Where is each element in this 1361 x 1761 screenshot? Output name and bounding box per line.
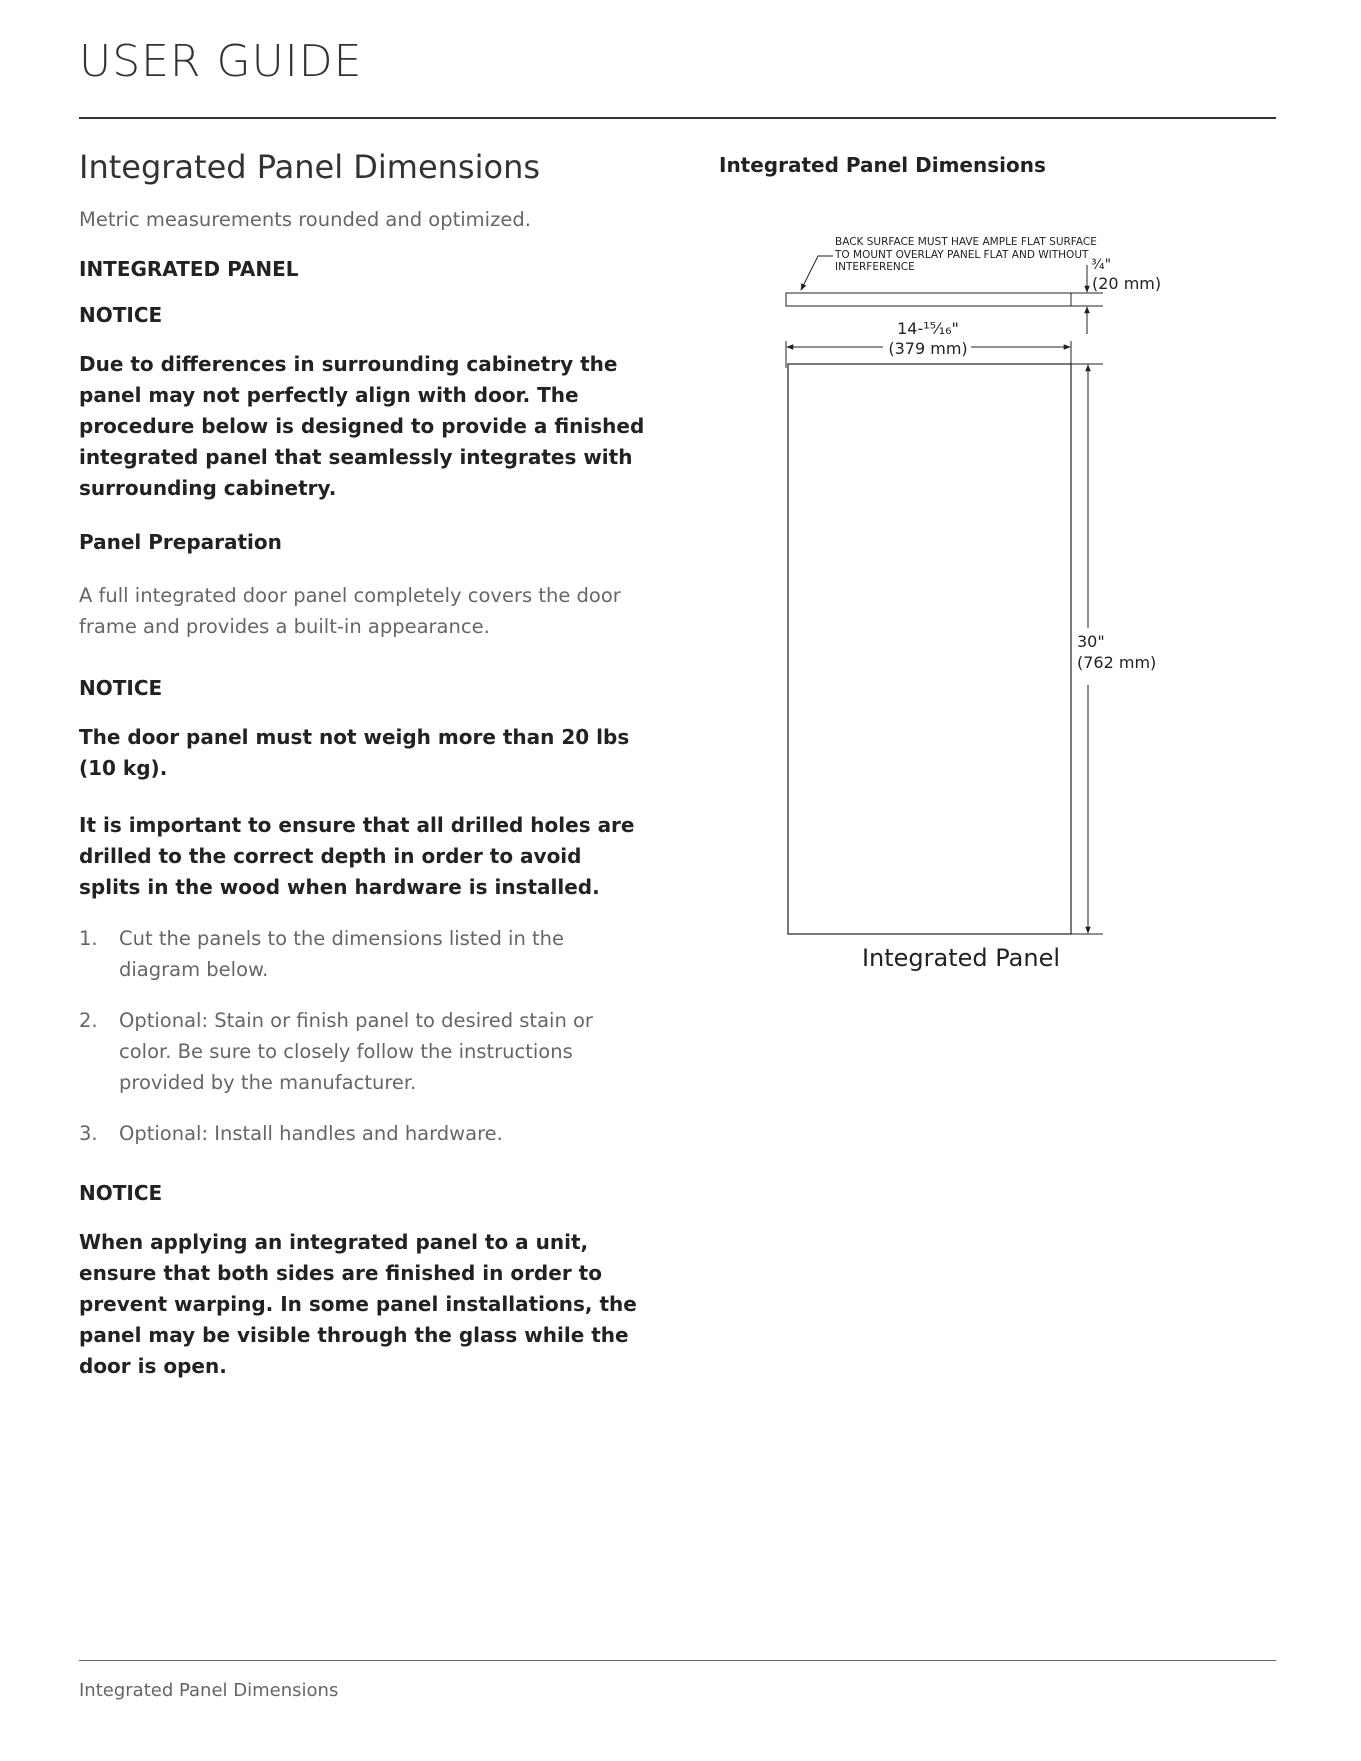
diagram-heading: Integrated Panel Dimensions bbox=[719, 153, 1046, 177]
height-mm-label: (762 mm) bbox=[1077, 653, 1157, 672]
step-text: Cut the panels to the dimensions listed in the diagram below. bbox=[119, 927, 565, 981]
thickness-mm-label: (20 mm) bbox=[1092, 274, 1162, 293]
note-leader-line bbox=[801, 256, 833, 290]
mounting-note-line-2: TO MOUNT OVERLAY PANEL FLAT AND WITHOUT bbox=[835, 249, 1089, 261]
weight-notice-text: The door panel must not weigh more than 20 lbs (10 kg). bbox=[79, 725, 630, 780]
width-mm-label: (379 mm) bbox=[888, 339, 968, 358]
notice-text: Due to differences in surrounding cabinetry the panel may not perfectly align with door. The procedure below is designed to provide a finished integrated panel that seamlessly integrates with surrounding cabinetry. bbox=[79, 352, 645, 500]
step-number: 2. bbox=[79, 1009, 98, 1032]
notice-label: NOTICE bbox=[79, 1181, 163, 1205]
prep-heading: Panel Preparation bbox=[79, 530, 282, 554]
step-text: Optional: Install handles and hardware. bbox=[119, 1122, 503, 1145]
subtitle: Metric measurements rounded and optimized. bbox=[79, 208, 531, 231]
diagram-caption: Integrated Panel bbox=[861, 944, 1061, 972]
page-title: Integrated Panel Dimensions bbox=[79, 148, 541, 186]
prep-text: A full integrated door panel completely covers the door frame and provides a built-in appearance. bbox=[79, 584, 621, 638]
width-inches-label: 14-¹⁵⁄₁₆" bbox=[897, 319, 959, 338]
warping-notice-text: When applying an integrated panel to a unit, ensure that both sides are finished in order to prevent warping. In some panel installations, the panel may be visible through the glass while the door is open. bbox=[79, 1230, 637, 1378]
mounting-note-line-3: INTERFERENCE bbox=[835, 261, 915, 273]
step-number: 1. bbox=[79, 927, 98, 950]
page-header-title: USER GUIDE bbox=[79, 36, 363, 87]
height-inches-label: 30" bbox=[1077, 632, 1105, 651]
drilling-notice-text: It is important to ensure that all drilled holes are drilled to the correct depth in order to avoid splits in the wood when hardware is installed. bbox=[79, 813, 635, 899]
panel-thickness-outline bbox=[786, 293, 1071, 306]
thickness-inches-label: ³⁄₄" bbox=[1091, 257, 1112, 273]
section-heading: INTEGRATED PANEL bbox=[79, 257, 299, 281]
notice-label: NOTICE bbox=[79, 676, 163, 700]
footer-divider bbox=[79, 1660, 1276, 1661]
integrated-panel-outline bbox=[788, 364, 1071, 934]
footer-text: Integrated Panel Dimensions bbox=[79, 1680, 339, 1701]
mounting-note-line-1: BACK SURFACE MUST HAVE AMPLE FLAT SURFACE bbox=[835, 236, 1097, 248]
list-item bbox=[79, 1005, 649, 1098]
step-number: 3. bbox=[79, 1122, 98, 1145]
step-text: Optional: Stain or finish panel to desired stain or color. Be sure to closely follow the instructions provided by the manufacturer. bbox=[119, 1009, 593, 1094]
list-item bbox=[79, 1118, 649, 1149]
notice-label: NOTICE bbox=[79, 303, 163, 327]
